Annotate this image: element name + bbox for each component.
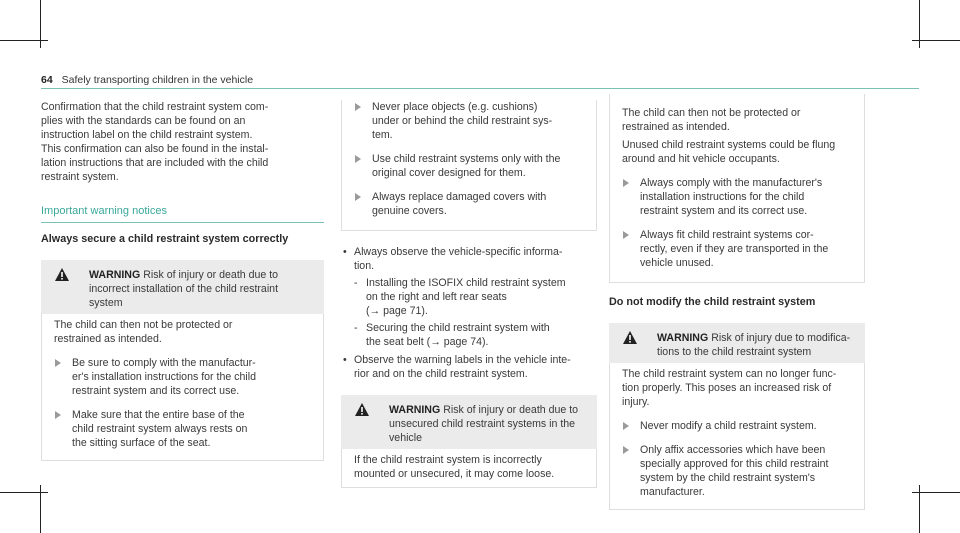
text-line: Be sure to comply with the manufactur- [72,357,256,369]
text-line: Always replace damaged covers with [372,191,547,203]
page-header [41,73,253,87]
text-line: rectly, even if they are transported in the [640,243,829,255]
text-line: Never modify a child restraint system. [640,420,817,432]
column-1 [41,100,324,461]
text-line: Observe the warning labels in the vehicle inte- [354,354,571,366]
continued-panel [609,94,865,283]
warning-header [609,323,865,363]
text-line: The child can then not be protected or [622,107,801,119]
text-line: This confirmation can also be found in the instal- [41,143,269,155]
warning-box [341,395,597,488]
list-item [42,356,313,398]
text-line: tions to the child restraint system [657,346,812,358]
text-line: tion. [354,260,375,272]
arrow-bullet-icon [55,411,61,419]
list-item [342,190,586,218]
text-line: tion properly. This poses an increased risk of [622,382,832,394]
dash-icon: - [354,322,358,334]
warning-header [41,260,324,314]
warning-triangle-icon [55,268,69,281]
warning-box [41,260,324,461]
text-line: Make sure that the entire base of the [72,409,245,421]
list-item [42,408,313,450]
dash-item [354,276,597,318]
text-line: original cover designed for them. [372,167,526,179]
text-line: Risk of injury or death due to [143,269,279,281]
page-reference-link[interactable]: the seat belt (→ page 74). [366,336,489,348]
text-line: tem. [372,129,393,141]
text-line: restraint system and its correct use. [72,385,240,397]
list-item [610,443,854,499]
text-line: system [89,297,123,309]
bullet-dot-icon: • [343,354,347,366]
text-line: manufacturer. [640,486,705,498]
text-line: Never place objects (e.g. cushions) [372,101,538,113]
arrow-bullet-icon [623,446,629,454]
bullet-item [341,353,597,381]
section-rule [41,222,324,223]
text-line: vehicle [389,432,422,444]
page-reference-link[interactable]: (→ page 71). [366,305,428,317]
text-line: plies with the standards can be found on an [41,115,246,127]
text-line: system by the child restraint system's [640,472,816,484]
text-line: The child restraint system can no longer func- [622,368,837,380]
text-line: installation instructions for the child [640,191,805,203]
warning-box [609,323,865,510]
crop-mark [40,0,41,48]
bullet-item [341,245,597,273]
text-line: mounted or unsecured, it may come loose. [354,468,555,480]
dash-item [354,321,597,349]
header-rule [41,88,919,89]
list-item [610,176,854,218]
text-line: vehicle unused. [640,257,714,269]
list-item [342,152,586,180]
intro-paragraph [41,100,324,184]
important-notices-link[interactable]: Important warning notices [41,205,167,217]
warning-triangle-icon [623,331,637,344]
text-line: restrained as intended. [622,121,730,133]
text-line: instruction label on the child restraint system. [41,129,253,141]
warning-body [609,363,865,510]
text-line: Always fit child restraint systems cor- [640,229,814,241]
arrow-bullet-icon [623,422,629,430]
warning-body [341,449,597,488]
continued-panel [341,100,597,231]
crop-mark [919,0,920,48]
text-line: Always comply with the manufacturer's [640,177,823,189]
text-line: If the child restraint system is incorrectly [354,454,542,466]
list-item [610,228,854,270]
crop-mark [919,485,920,533]
arrow-bullet-icon [55,359,61,367]
text-line: restraint system. [41,171,119,183]
text-line: Only affix accessories which have been [640,444,826,456]
column-3 [609,94,865,510]
text-line: Risk of injury or death due to [443,404,579,416]
text-line: Always observe the vehicle-specific informa- [354,246,563,258]
list-item [342,100,586,142]
text-line: Installing the ISOFIX child restraint system [366,277,566,289]
text-line: Securing the child restraint system with [366,322,550,334]
text-line: specially approved for this child restraint [640,458,829,470]
column-2 [341,94,597,488]
warning-keyword: WARNING [389,404,441,416]
warning-body [41,314,324,461]
arrow-bullet-icon [355,103,361,111]
section-heading: Do not modify the child restraint system [609,296,816,308]
text-line: genuine covers. [372,205,447,217]
crop-mark [40,485,41,533]
warning-keyword: WARNING [657,332,709,344]
text-line: under or behind the child restraint sys- [372,115,553,127]
sub-list [354,276,597,349]
paragraph [622,94,854,134]
warning-triangle-icon [355,403,369,416]
text-line: unsecured child restraint systems in the [389,418,576,430]
text-line: around and hit vehicle occupants. [622,153,780,165]
paragraph [622,138,854,166]
text-line: Risk of injury due to modifica- [711,332,851,344]
bullet-dot-icon: • [343,246,347,258]
section-heading: Always secure a child restraint system correctly [41,233,289,245]
arrow-bullet-icon [623,179,629,187]
text-line: child restraint system always rests on [72,423,248,435]
text-line: restraint system and its correct use. [640,205,808,217]
warning-header [341,395,597,449]
text-line: lation instructions that are included with the child [41,157,269,169]
text-line: Unused child restraint systems could be flung [622,139,836,151]
page-title: Safely transporting children in the vehicle [61,74,254,86]
dash-icon: - [354,277,358,289]
page-number: 64 [41,74,53,86]
text-line: the sitting surface of the seat. [72,437,211,449]
text-line: The child can then not be protected or [54,319,233,331]
text-line: er's installation instructions for the child [72,371,256,383]
text-line: Confirmation that the child restraint system com- [41,101,269,113]
warning-keyword: WARNING [89,269,141,281]
text-line: incorrect installation of the child restraint [89,283,279,295]
arrow-bullet-icon [623,231,629,239]
list-item [610,419,854,433]
arrow-bullet-icon [355,155,361,163]
text-line: on the right and left rear seats [366,291,507,303]
text-line: rior and on the child restraint system. [354,368,528,380]
text-line: injury. [622,396,650,408]
text-line: Use child restraint systems only with the [372,153,561,165]
text-line: restrained as intended. [54,333,162,345]
arrow-bullet-icon [355,193,361,201]
